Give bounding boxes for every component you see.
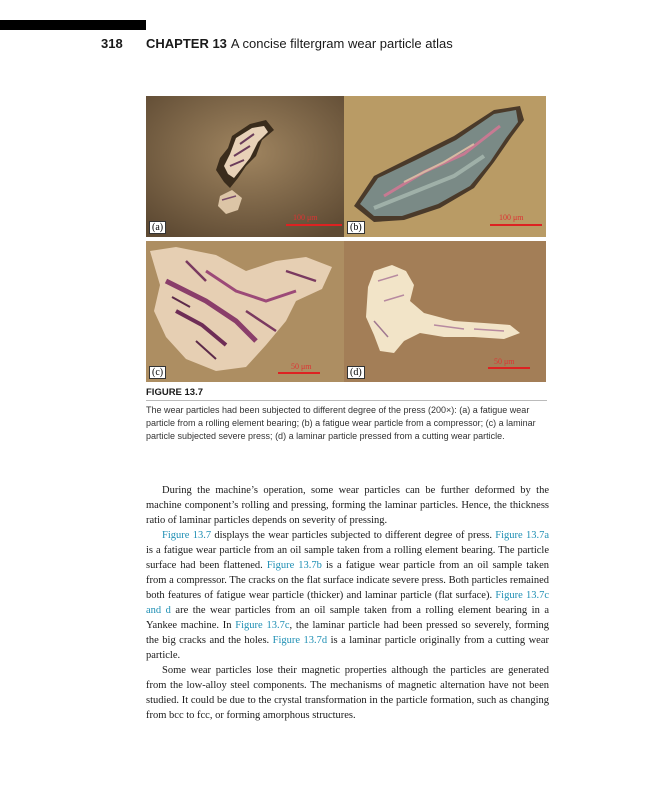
paragraph-2-text: displays the wear particles subjected to different degree of press. <box>211 530 496 541</box>
figure-title: FIGURE 13.7 <box>146 387 204 398</box>
scale-bar-d <box>488 367 530 369</box>
paragraph-2-text: is a laminar particle originally from a cutting wear particle. <box>146 635 549 661</box>
chapter-title: A concise filtergram wear particle atlas <box>230 36 453 51</box>
figure-panel-a <box>146 96 348 237</box>
figure-link[interactable]: Figure 13.7d <box>272 635 328 646</box>
figure-panel-d <box>344 241 546 382</box>
paragraph-2-text: are the wear particles from an oil sample taken from a rolling element bearing in a Yankee machine. In <box>146 605 549 631</box>
micrograph-c-image <box>146 241 348 382</box>
paragraph-2-text: is a fatigue wear particle from an oil sample taken from a compressor. The cracks on the flat surface indicate severe press. Both particles remained both features of fatigue wear particle (thicker) and laminar particle (flat surface). <box>146 560 549 601</box>
scale-bar-c <box>278 372 320 374</box>
figure-link[interactable]: Figure 13.7c and d <box>146 590 549 616</box>
micrograph-d-image <box>344 241 546 382</box>
header-bar <box>0 20 146 30</box>
chapter-heading <box>146 36 453 51</box>
panel-label-a: (a) <box>149 221 166 234</box>
scale-label-d: 50 μm <box>494 357 515 366</box>
paragraph-1: During the machine’s operation, some wear particles can be further deformed by the machine component’s rolling and pressing, forming the laminar particles. Hence, the thickness ratio of laminar particles depends on severity of pressing. <box>146 485 549 526</box>
figure-link[interactable]: Figure 13.7c <box>235 620 290 631</box>
chapter-label: CHAPTER 13 <box>146 36 227 51</box>
scale-label-a: 100 μm <box>293 213 318 222</box>
paragraph-2 <box>146 528 549 663</box>
panel-label-c: (c) <box>149 366 166 379</box>
panel-label-d: (d) <box>347 366 365 379</box>
figure-link[interactable]: Figure 13.7 <box>162 530 212 541</box>
page-number: 318 <box>101 36 123 51</box>
figure-link[interactable]: Figure 13.7a <box>495 530 549 541</box>
body-text <box>146 483 549 723</box>
scale-bar-b <box>490 224 542 226</box>
paragraph-3: Some wear particles lose their magnetic properties although the particles are generated from the low-alloy steel components. The mechanisms of magnetic alternation have not been studied. It could be due to the crystal transformation in the particle formation, such as changing from bcc to fcc, or forming amorphous structures. <box>146 665 549 721</box>
figure-divider <box>146 400 547 401</box>
figure-panel-b <box>344 96 546 237</box>
scale-label-b: 100 μm <box>499 213 524 222</box>
paragraph-2-text: , the laminar particle had been pressed so severely, forming the big cracks and the holes. <box>146 620 550 646</box>
paragraph-2-text: is a fatigue wear particle from an oil sample taken from a rolling element bearing. The particle surface had been flattened. <box>146 545 549 571</box>
scale-label-c: 50 μm <box>291 362 312 371</box>
scale-bar-a <box>286 224 342 226</box>
figure-caption: The wear particles had been subjected to different degree of the press (200×): (a) a fatigue wear particle from a rolling element bearing; (b) a fatigue wear particle from a compressor; (c) a laminar particle subjected severe press; (d) a laminar particle pressed from a cutting wear particle. <box>146 405 536 441</box>
figure-link[interactable]: Figure 13.7b <box>266 560 322 571</box>
panel-label-b: (b) <box>347 221 365 234</box>
figure-panel-c <box>146 241 348 382</box>
